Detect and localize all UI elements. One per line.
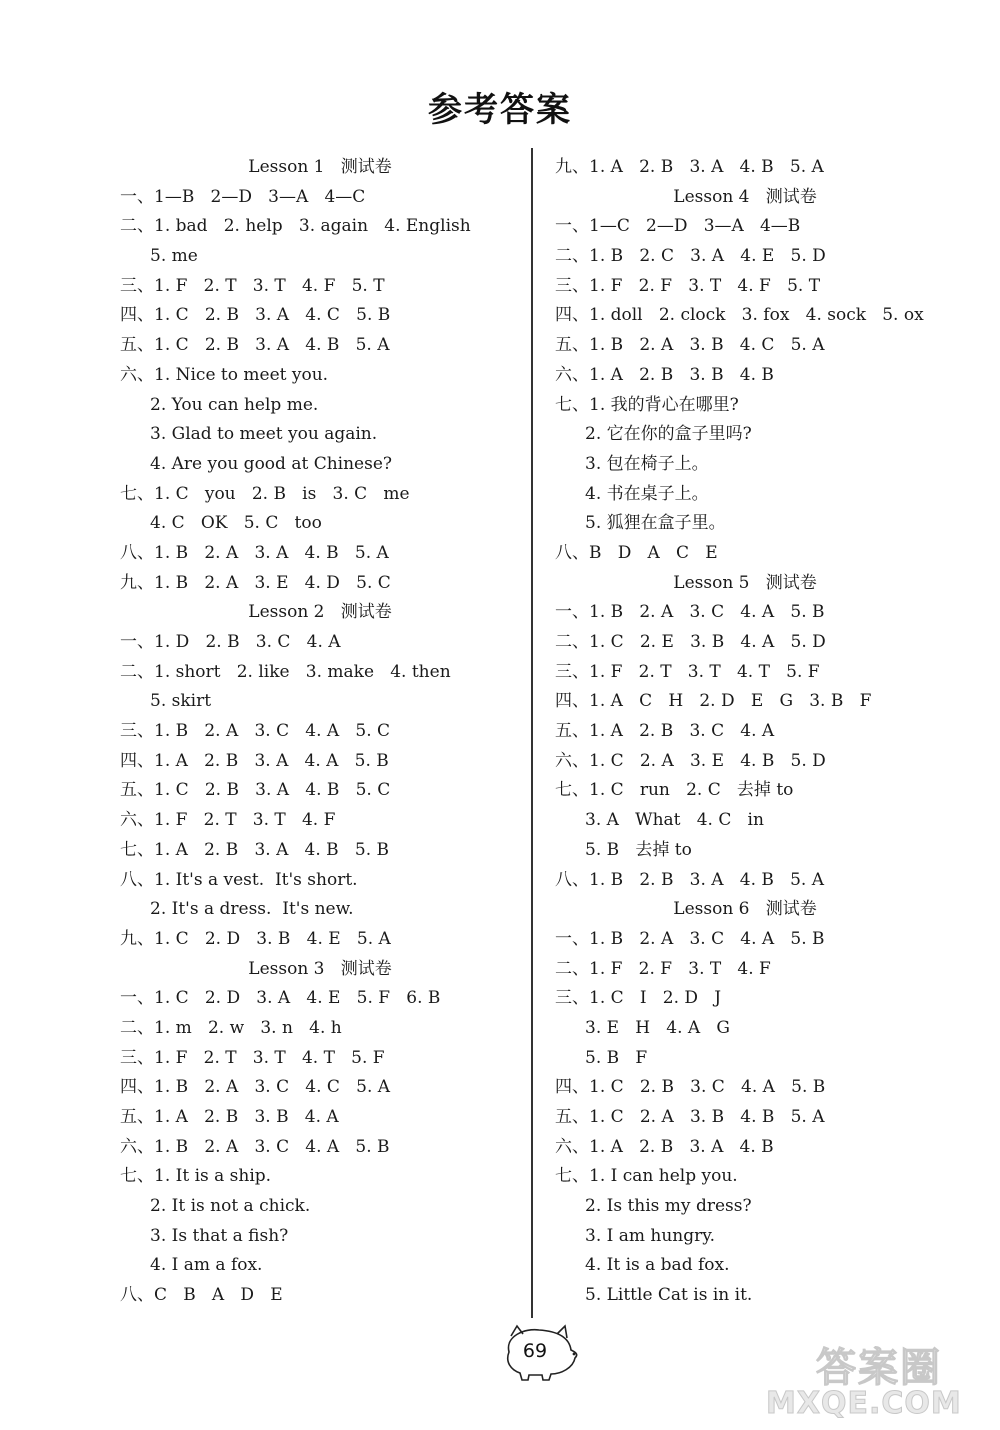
answer-line: 七、1. It is a ship. (120, 1166, 272, 1187)
answer-line: 五、1. A 2. B 3. C 4. A (555, 721, 775, 742)
answer-line: 七、1. 我的背心在哪里? (555, 394, 739, 415)
answer-line: 五、1. B 2. A 3. B 4. C 5. A (555, 335, 825, 356)
answer-line: 一、1—B 2—D 3—A 4—C (120, 186, 366, 207)
answer-line: 3. E H 4. A G (585, 1017, 730, 1038)
answer-line: 3. A What 4. C in (585, 810, 764, 831)
answer-line: 三、1. F 2. T 3. T 4. F 5. T (120, 275, 385, 296)
answer-line: 3. 包在椅子上。 (585, 453, 709, 474)
answer-line: 一、1. B 2. A 3. C 4. A 5. B (555, 928, 825, 949)
answer-line: 七、1. I can help you. (555, 1166, 738, 1187)
answer-line: 九、1. B 2. A 3. E 4. D 5. C (120, 572, 391, 593)
answer-line: 四、1. C 2. B 3. C 4. A 5. B (555, 1077, 826, 1098)
answer-line: 四、1. C 2. B 3. A 4. C 5. B (120, 305, 391, 326)
answer-line: 二、1. m 2. w 3. n 4. h (120, 1017, 342, 1038)
column-divider (531, 148, 533, 1318)
site-watermark (766, 1336, 986, 1422)
answer-line: 三、1. B 2. A 3. C 4. A 5. C (120, 721, 391, 742)
answer-line: 四、1. doll 2. clock 3. fox 4. sock 5. ox (555, 305, 924, 326)
answer-line: 六、1. A 2. B 3. A 4. B (555, 1136, 774, 1157)
lesson-heading: Lesson 6 测试卷 (673, 899, 817, 920)
left-column (120, 153, 520, 1311)
answer-line: 一、1. D 2. B 3. C 4. A (120, 632, 341, 652)
answer-line: 五、1. C 2. B 3. A 4. B 5. A (120, 335, 390, 356)
answer-line: 5. B 去掉 to (585, 839, 692, 860)
lesson-heading: Lesson 4 测试卷 (673, 186, 817, 207)
answer-line: 2. 它在你的盒子里吗? (585, 424, 752, 445)
answer-line: 5. skirt (150, 691, 212, 712)
lesson-heading: Lesson 1 测试卷 (248, 157, 392, 177)
page-number: 69 (522, 1340, 548, 1362)
answer-line: 五、1. C 2. B 3. A 4. B 5. C (120, 780, 391, 801)
answer-line: 六、1. B 2. A 3. C 4. A 5. B (120, 1136, 390, 1157)
answer-line: 一、1. C 2. D 3. A 4. E 5. F 6. B (120, 988, 441, 1009)
lesson-heading: Lesson 3 测试卷 (248, 958, 392, 979)
answer-line: 二、1. C 2. E 3. B 4. A 5. D (555, 632, 826, 652)
answer-line: 4. It is a bad fox. (585, 1255, 730, 1276)
answer-line: 三、1. C I 2. D J (555, 988, 722, 1009)
answer-line: 5. Little Cat is in it. (585, 1285, 753, 1306)
answer-line: 八、1. B 2. B 3. A 4. B 5. A (555, 869, 824, 890)
answer-line: 2. Is this my dress? (585, 1196, 752, 1217)
page-title: 参考答案 (428, 90, 572, 130)
answer-line: 二、1. bad 2. help 3. again 4. English (120, 216, 471, 237)
lesson-heading: Lesson 2 测试卷 (248, 602, 392, 623)
right-column (555, 153, 935, 1311)
answer-line: 一、1. B 2. A 3. C 4. A 5. B (555, 602, 825, 623)
answer-line: 2. It is not a chick. (150, 1196, 311, 1217)
answer-line: 八、1. It's a vest. It's short. (120, 869, 358, 890)
answer-line: 九、1. A 2. B 3. A 4. B 5. A (555, 157, 824, 177)
answer-line: 六、1. F 2. T 3. T 4. F (120, 810, 336, 831)
answer-line: 八、C B A D E (120, 1285, 283, 1306)
answer-line: 三、1. F 2. F 3. T 4. F 5. T (555, 275, 821, 296)
answer-line: 3. Is that a fish? (150, 1225, 289, 1246)
answer-line: 5. 狐狸在盒子里。 (585, 513, 726, 534)
answer-line: 四、1. A C H 2. D E G 3. B F (555, 691, 872, 712)
answer-line: 二、1. B 2. C 3. A 4. E 5. D (555, 246, 826, 267)
answer-line: 3. I am hungry. (585, 1225, 716, 1246)
answer-line: 七、1. C you 2. B is 3. C me (120, 483, 410, 504)
lesson-heading: Lesson 5 测试卷 (673, 572, 817, 593)
answer-line: 五、1. C 2. A 3. B 4. B 5. A (555, 1107, 825, 1127)
answer-line: 二、1. F 2. F 3. T 4. F (555, 958, 771, 979)
answer-line: 九、1. C 2. D 3. B 4. E 5. A (120, 928, 391, 949)
answer-line: 4. C OK 5. C too (150, 513, 322, 534)
answer-line: 八、B D A C E (555, 542, 718, 563)
answer-line: 六、1. C 2. A 3. E 4. B 5. D (555, 750, 826, 771)
answer-line: 六、1. A 2. B 3. B 4. B (555, 364, 774, 385)
answer-line: 3. Glad to meet you again. (150, 424, 378, 445)
answer-line: 六、1. Nice to meet you. (120, 364, 329, 385)
answer-line: 三、1. F 2. T 3. T 4. T 5. F (120, 1047, 385, 1068)
answer-line: 4. I am a fox. (150, 1255, 263, 1276)
answer-line: 四、1. B 2. A 3. C 4. C 5. A (120, 1077, 391, 1098)
answer-line: 4. Are you good at Chinese? (150, 453, 392, 474)
answer-line: 5. me (150, 246, 198, 267)
answer-line: 2. You can help me. (150, 394, 319, 415)
answer-line: 四、1. A 2. B 3. A 4. A 5. B (120, 750, 389, 771)
answer-line: 八、1. B 2. A 3. A 4. B 5. A (120, 542, 389, 563)
answer-line: 2. It's a dress. It's new. (150, 899, 354, 920)
watermark-domain: MXQE.COM (766, 1386, 962, 1421)
page-number-badge (495, 1322, 585, 1384)
watermark-logo-text: 答案圈 (816, 1345, 942, 1391)
answer-line: 5. B F (585, 1047, 648, 1068)
answer-line: 五、1. A 2. B 3. B 4. A (120, 1107, 339, 1127)
answer-line: 七、1. C run 2. C 去掉 to (555, 780, 794, 801)
answer-line: 二、1. short 2. like 3. make 4. then (120, 661, 451, 682)
answer-line: 三、1. F 2. T 3. T 4. T 5. F (555, 661, 820, 682)
answer-line: 一、1—C 2—D 3—A 4—B (555, 216, 801, 237)
answer-line: 4. 书在桌子上。 (585, 483, 709, 504)
answer-line: 七、1. A 2. B 3. A 4. B 5. B (120, 839, 389, 860)
